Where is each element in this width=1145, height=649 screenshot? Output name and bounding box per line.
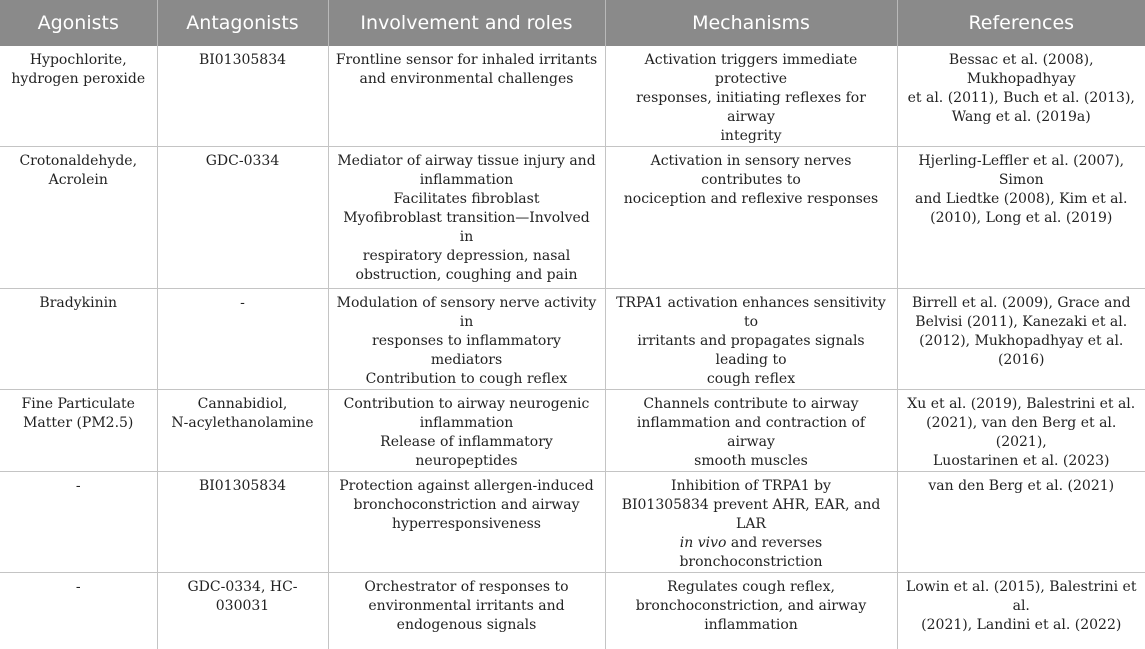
table-row xyxy=(0,573,1145,649)
cell-line: Myofibroblast transition—Involved in xyxy=(343,210,590,245)
cell-line: responses to inflammatory mediators xyxy=(372,333,561,368)
cell-mechanisms xyxy=(605,472,897,573)
cell-line: Birrell et al. (2009), Grace and xyxy=(911,295,1131,311)
cell-line: Channels contribute to airway xyxy=(643,396,859,412)
cell-line xyxy=(612,534,891,572)
cell-mechanisms xyxy=(605,573,897,649)
cell-line: - xyxy=(75,478,81,494)
cell-line: Acrolein xyxy=(48,172,108,188)
cell-line: integrity xyxy=(720,128,782,144)
cell-line: TRPA1 activation enhances sensitivity to xyxy=(616,295,886,330)
cell-references xyxy=(897,289,1145,390)
cell-line: Xu et al. (2019), Balestrini et al. xyxy=(907,396,1136,412)
cell-line: inflammation xyxy=(419,172,514,188)
cell-agonists xyxy=(0,46,157,147)
cell-mechanisms xyxy=(605,289,897,390)
cell-roles xyxy=(328,147,605,289)
cell-line: (2021), van den Berg et al. (2021), xyxy=(926,415,1117,450)
cell-line: Contribution to airway neurogenic xyxy=(343,396,590,412)
table-row xyxy=(0,147,1145,289)
cell-line: Hjerling-Leffler et al. (2007), Simon xyxy=(918,153,1125,188)
header-row xyxy=(0,0,1145,46)
cell-line: respiratory depression, nasal xyxy=(362,248,571,264)
cell-line: Bradykinin xyxy=(39,295,118,311)
text-run: and reverses bronchoconstriction xyxy=(679,535,823,570)
header-references: References xyxy=(897,0,1145,46)
cell-roles xyxy=(328,390,605,472)
cell-line: BI01305834 xyxy=(198,52,287,68)
cell-line: environmental irritants and xyxy=(368,598,565,614)
cell-line: bronchoconstriction and airway xyxy=(353,497,580,513)
cell-antagonists xyxy=(157,390,328,472)
cell-agonists xyxy=(0,472,157,573)
header-mechanisms: Mechanisms xyxy=(605,0,897,46)
cell-roles xyxy=(328,472,605,573)
cell-line: hyperresponsiveness xyxy=(392,516,541,532)
cell-mechanisms xyxy=(605,46,897,147)
cell-line: Crotonaldehyde, xyxy=(19,153,138,169)
cell-line: GDC-0334 xyxy=(205,153,280,169)
table-row xyxy=(0,472,1145,573)
cell-line: et al. (2011), Buch et al. (2013), xyxy=(907,90,1135,106)
cell-line: BI01305834 xyxy=(198,478,287,494)
cell-line: Belvisi (2011), Kanezaki et al. xyxy=(915,314,1128,330)
cell-line: Cannabidiol, xyxy=(197,396,288,412)
cell-mechanisms xyxy=(605,390,897,472)
cell-line: Release of inflammatory neuropeptides xyxy=(380,434,553,469)
cell-references xyxy=(897,147,1145,289)
cell-antagonists xyxy=(157,573,328,649)
cell-antagonists xyxy=(157,472,328,573)
cell-antagonists xyxy=(157,289,328,390)
cell-line: bronchoconstriction, and airway xyxy=(635,598,867,614)
cell-line: Fine Particulate xyxy=(21,396,135,412)
cell-mechanisms xyxy=(605,147,897,289)
cell-line: Mediator of airway tissue injury and xyxy=(337,153,596,169)
cell-line: Facilitates fibroblast xyxy=(393,191,540,207)
cell-line: Wang et al. (2019a) xyxy=(951,109,1091,125)
cell-references xyxy=(897,573,1145,649)
cell-line: Activation triggers immediate protective xyxy=(644,52,858,87)
cell-line: GDC-0334, HC- xyxy=(187,579,298,595)
cell-line: nociception and reflexive responses xyxy=(623,191,879,207)
cell-line: BI01305834 prevent AHR, EAR, and LAR xyxy=(621,497,881,532)
cell-line: Lowin et al. (2015), Balestrini et al. xyxy=(906,579,1137,614)
cell-line: Contribution to cough reflex xyxy=(365,371,568,387)
header-involvement-roles: Involvement and roles xyxy=(328,0,605,46)
cell-agonists xyxy=(0,573,157,649)
cell-agonists xyxy=(0,390,157,472)
cell-line: Bessac et al. (2008), Mukhopadhyay xyxy=(948,52,1094,87)
cell-line: (2010), Long et al. (2019) xyxy=(930,210,1113,226)
cell-line: responses, initiating reflexes for airway xyxy=(636,90,866,125)
header-agonists: Agonists xyxy=(0,0,157,46)
cell-roles xyxy=(328,573,605,649)
cell-line: inflammation xyxy=(419,415,514,431)
cell-line: Regulates cough reflex, xyxy=(667,579,835,595)
cell-line: (2021), Landini et al. (2022) xyxy=(921,617,1122,633)
cell-line: (2012), Mukhopadhyay et al. (2016) xyxy=(919,333,1124,368)
cell-line: smooth muscles xyxy=(694,453,808,469)
cell-line: Hypochlorite, xyxy=(29,52,127,68)
cell-line: obstruction, coughing and pain xyxy=(355,267,578,283)
table-row xyxy=(0,46,1145,147)
cell-line: Protection against allergen-induced xyxy=(339,478,594,494)
cell-line: Orchestrator of responses to xyxy=(364,579,569,595)
cell-line: endogenous signals xyxy=(396,617,537,633)
cell-line: and Liedtke (2008), Kim et al. xyxy=(915,191,1128,207)
cell-references xyxy=(897,472,1145,573)
italic-text: in vivo xyxy=(679,535,727,551)
table-row xyxy=(0,289,1145,390)
cell-line: Modulation of sensory nerve activity in xyxy=(336,295,597,330)
cell-line: Matter (PM2.5) xyxy=(23,415,134,431)
cell-line: and environmental challenges xyxy=(359,71,574,87)
cell-agonists xyxy=(0,289,157,390)
cell-line: Luostarinen et al. (2023) xyxy=(933,453,1110,469)
cell-line: 030031 xyxy=(215,598,270,614)
cell-line: Frontline sensor for inhaled irritants xyxy=(335,52,598,68)
cell-line: inflammation and contraction of airway xyxy=(636,415,866,450)
cell-line: inflammation xyxy=(704,617,798,633)
cell-line: irritants and propagates signals leading to xyxy=(637,333,865,368)
cell-line: Inhibition of TRPA1 by xyxy=(671,478,831,494)
cell-antagonists xyxy=(157,147,328,289)
cell-line: Activation in sensory nerves contributes to xyxy=(650,153,852,188)
cell-line: cough reflex xyxy=(706,371,796,387)
cell-line: hydrogen peroxide xyxy=(11,71,146,87)
table-row xyxy=(0,390,1145,472)
cell-line: - xyxy=(240,295,245,311)
cell-antagonists xyxy=(157,46,328,147)
cell-agonists xyxy=(0,147,157,289)
header-antagonists: Antagonists xyxy=(157,0,328,46)
cell-roles xyxy=(328,289,605,390)
cell-line: - xyxy=(75,579,81,595)
cell-line: van den Berg et al. (2021) xyxy=(928,478,1115,494)
cell-roles xyxy=(328,46,605,147)
cell-references xyxy=(897,390,1145,472)
cell-line: N-acylethanolamine xyxy=(171,415,314,431)
cell-references xyxy=(897,46,1145,147)
